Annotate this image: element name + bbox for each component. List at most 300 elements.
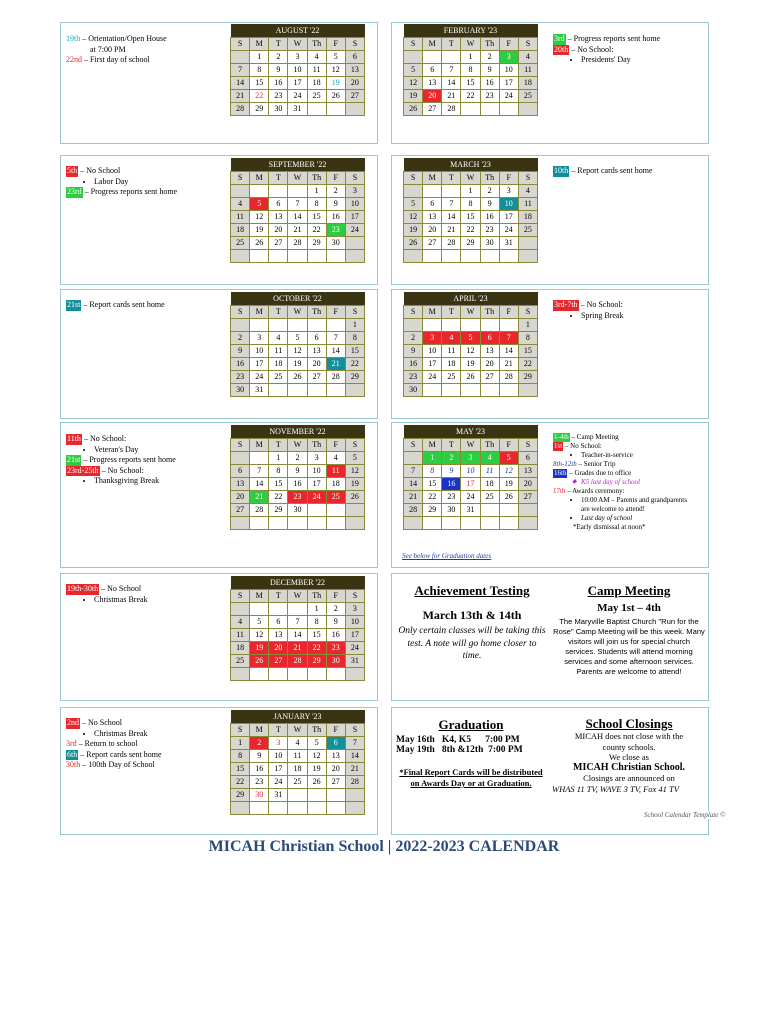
day-cell: 26 bbox=[250, 237, 269, 250]
page-title: MICAH Christian School | 2022-2023 CALENDAR bbox=[208, 838, 560, 855]
month-title: MAY '23 bbox=[404, 425, 538, 439]
day-cell bbox=[480, 504, 499, 517]
weekday-header: M bbox=[423, 439, 442, 452]
calendar-november bbox=[230, 425, 365, 530]
day-cell: 18 bbox=[480, 478, 499, 491]
day-cell: 12 bbox=[288, 345, 307, 358]
day-cell: 6 bbox=[518, 452, 537, 465]
day-cell: 3 bbox=[499, 185, 518, 198]
weekday-header: W bbox=[288, 590, 307, 603]
notes-january bbox=[66, 718, 162, 771]
note-text: – Progress reports sent home bbox=[81, 455, 176, 464]
day-cell bbox=[307, 504, 326, 517]
weekday-header: T bbox=[442, 172, 461, 185]
day-cell: 25 bbox=[307, 90, 326, 103]
weekday-header: Th bbox=[480, 172, 499, 185]
day-cell: 9 bbox=[231, 345, 250, 358]
day-cell: 7 bbox=[404, 465, 423, 478]
day-cell: 17 bbox=[345, 629, 364, 642]
day-cell: 25 bbox=[231, 237, 250, 250]
graduation-link-text: See below for Graduation dates bbox=[402, 552, 492, 560]
graduation bbox=[396, 717, 546, 789]
day-cell: 12 bbox=[250, 629, 269, 642]
day-cell bbox=[307, 789, 326, 802]
day-cell bbox=[326, 789, 345, 802]
day-cell: 21 bbox=[250, 491, 269, 504]
weekday-header: T bbox=[269, 724, 288, 737]
day-cell: 25 bbox=[442, 371, 461, 384]
day-cell: 8 bbox=[231, 750, 250, 763]
day-cell: 5 bbox=[307, 737, 326, 750]
day-cell: 22 bbox=[250, 90, 269, 103]
weekday-header: W bbox=[288, 439, 307, 452]
day-cell: 13 bbox=[423, 77, 442, 90]
day-cell: 28 bbox=[250, 504, 269, 517]
day-cell bbox=[442, 250, 461, 263]
graduation-title: Graduation bbox=[438, 717, 504, 732]
day-cell: 15 bbox=[250, 77, 269, 90]
day-cell: 12 bbox=[345, 465, 364, 478]
day-cell: 6 bbox=[326, 737, 345, 750]
day-cell: 9 bbox=[442, 465, 461, 478]
day-cell bbox=[499, 103, 518, 116]
day-cell bbox=[250, 185, 269, 198]
note-bullet: • Christmas Break bbox=[94, 729, 162, 740]
day-cell: 1 bbox=[269, 452, 288, 465]
weekday-header: M bbox=[250, 38, 269, 51]
month-title: OCTOBER '22 bbox=[231, 292, 365, 306]
weekday-header: S bbox=[231, 590, 250, 603]
day-cell: 14 bbox=[326, 345, 345, 358]
day-cell: 8 bbox=[307, 616, 326, 629]
closings-line-5: WHAS 11 TV, WAVE 3 TV, Fox 41 TV bbox=[552, 783, 679, 794]
day-cell: 17 bbox=[269, 763, 288, 776]
weekday-header: F bbox=[499, 439, 518, 452]
day-cell: 16 bbox=[231, 358, 250, 371]
weekday-header: S bbox=[518, 306, 537, 319]
day-cell: 3 bbox=[307, 452, 326, 465]
day-cell: 19 bbox=[326, 77, 345, 90]
day-cell bbox=[231, 517, 250, 530]
day-cell bbox=[345, 789, 364, 802]
note-date: 3rd-7th bbox=[554, 300, 578, 309]
note-date: 1-4th bbox=[554, 433, 569, 441]
day-cell bbox=[480, 319, 499, 332]
day-cell: 19 bbox=[404, 90, 423, 103]
weekday-header: Th bbox=[307, 724, 326, 737]
day-cell: 17 bbox=[499, 77, 518, 90]
day-cell: 22 bbox=[423, 491, 442, 504]
day-cell bbox=[250, 802, 269, 815]
day-cell: 11 bbox=[269, 345, 288, 358]
day-cell bbox=[518, 250, 537, 263]
day-cell: 25 bbox=[231, 655, 250, 668]
day-cell: 20 bbox=[480, 358, 499, 371]
day-cell: 13 bbox=[518, 465, 537, 478]
day-cell: 11 bbox=[307, 64, 326, 77]
day-cell: 5 bbox=[326, 51, 345, 64]
note-text: – Progress reports sent home bbox=[82, 187, 178, 196]
day-cell: 3 bbox=[269, 737, 288, 750]
weekday-header: Th bbox=[307, 439, 326, 452]
day-cell: 5 bbox=[461, 332, 480, 345]
note-text: – Return to school bbox=[76, 739, 138, 748]
weekday-header: W bbox=[288, 38, 307, 51]
camp-date: May 1st – 4th bbox=[597, 602, 661, 614]
day-cell: 4 bbox=[518, 185, 537, 198]
note-date: 16th bbox=[554, 469, 567, 477]
note-date: 22nd bbox=[66, 55, 82, 64]
day-cell: 30 bbox=[442, 504, 461, 517]
day-cell: 20 bbox=[307, 358, 326, 371]
day-cell bbox=[404, 185, 423, 198]
camp-title: Camp Meeting bbox=[587, 583, 671, 598]
day-cell bbox=[423, 185, 442, 198]
weekday-header: S bbox=[345, 439, 364, 452]
day-cell: 14 bbox=[404, 478, 423, 491]
day-cell: 4 bbox=[288, 737, 307, 750]
weekday-header: S bbox=[231, 306, 250, 319]
note-bullet: • 10:00 AM – Parents and grandparents are welcome to attend! bbox=[581, 496, 691, 514]
day-cell bbox=[499, 504, 518, 517]
day-cell: 27 bbox=[269, 655, 288, 668]
calendar-february bbox=[403, 24, 538, 116]
day-cell bbox=[461, 319, 480, 332]
day-cell: 7 bbox=[442, 198, 461, 211]
day-cell: 27 bbox=[231, 504, 250, 517]
weekday-header: F bbox=[326, 172, 345, 185]
weekday-header: S bbox=[404, 306, 423, 319]
weekday-header: M bbox=[423, 38, 442, 51]
camp-body: The Maryville Baptist Church "Run for the Rose" Camp Meeting will be this week. Many visitors will join us for special church services. Students will attend morning services and some afternoon services. Parents are welcome to attend! bbox=[553, 617, 705, 676]
day-cell: 31 bbox=[269, 789, 288, 802]
weekday-header: T bbox=[269, 439, 288, 452]
weekday-header: F bbox=[499, 38, 518, 51]
weekday-header: S bbox=[231, 724, 250, 737]
day-cell bbox=[442, 51, 461, 64]
day-cell: 12 bbox=[326, 64, 345, 77]
day-cell: 21 bbox=[442, 224, 461, 237]
weekday-header: F bbox=[326, 306, 345, 319]
day-cell bbox=[288, 250, 307, 263]
weekday-header: Th bbox=[480, 38, 499, 51]
note-text: – Awards ceremony: bbox=[565, 487, 625, 495]
day-cell: 8 bbox=[250, 64, 269, 77]
day-cell: 26 bbox=[404, 237, 423, 250]
day-cell bbox=[269, 603, 288, 616]
day-cell bbox=[250, 452, 269, 465]
day-cell bbox=[307, 517, 326, 530]
note-text: – No School bbox=[99, 584, 142, 593]
day-cell bbox=[345, 384, 364, 397]
day-cell bbox=[231, 452, 250, 465]
weekday-header: S bbox=[404, 439, 423, 452]
day-cell: 28 bbox=[288, 655, 307, 668]
day-cell: 9 bbox=[326, 616, 345, 629]
day-cell: 29 bbox=[250, 103, 269, 116]
day-cell: 17 bbox=[423, 358, 442, 371]
note-bullet: • Thanksgiving Break bbox=[94, 476, 176, 487]
achievement-title: Achievement Testing bbox=[414, 583, 530, 598]
note-date: 30th bbox=[66, 760, 81, 769]
day-cell bbox=[423, 517, 442, 530]
day-cell: 25 bbox=[480, 491, 499, 504]
weekday-header: W bbox=[461, 306, 480, 319]
day-cell bbox=[326, 517, 345, 530]
day-cell bbox=[518, 237, 537, 250]
day-cell: 20 bbox=[269, 642, 288, 655]
day-cell: 20 bbox=[326, 763, 345, 776]
note-date: 10th bbox=[554, 166, 569, 175]
day-cell bbox=[288, 517, 307, 530]
note-text: *Early dismissal at noon* bbox=[573, 523, 646, 531]
day-cell: 27 bbox=[307, 371, 326, 384]
day-cell: 18 bbox=[326, 478, 345, 491]
day-cell: 16 bbox=[404, 358, 423, 371]
day-cell: 11 bbox=[231, 211, 250, 224]
day-cell: 2 bbox=[480, 51, 499, 64]
day-cell: 19 bbox=[461, 358, 480, 371]
day-cell: 9 bbox=[326, 198, 345, 211]
weekday-header: M bbox=[250, 724, 269, 737]
day-cell bbox=[326, 384, 345, 397]
day-cell: 31 bbox=[345, 655, 364, 668]
day-cell: 14 bbox=[288, 629, 307, 642]
day-cell: 18 bbox=[269, 358, 288, 371]
watermark: School Calendar Template © bbox=[644, 811, 726, 819]
weekday-header: W bbox=[461, 172, 480, 185]
day-cell bbox=[442, 384, 461, 397]
day-cell: 14 bbox=[345, 750, 364, 763]
day-cell: 15 bbox=[423, 478, 442, 491]
day-cell: 5 bbox=[499, 452, 518, 465]
day-cell bbox=[518, 384, 537, 397]
day-cell bbox=[480, 103, 499, 116]
day-cell: 4 bbox=[326, 452, 345, 465]
day-cell: 11 bbox=[518, 64, 537, 77]
day-cell: 22 bbox=[518, 358, 537, 371]
note-text: – 100th Day of School bbox=[80, 760, 155, 769]
day-cell bbox=[231, 51, 250, 64]
day-cell bbox=[518, 504, 537, 517]
day-cell: 25 bbox=[326, 491, 345, 504]
weekday-header: T bbox=[442, 439, 461, 452]
day-cell: 19 bbox=[250, 224, 269, 237]
notes-may bbox=[553, 433, 691, 532]
day-cell bbox=[307, 384, 326, 397]
day-cell bbox=[480, 250, 499, 263]
camp-meeting bbox=[552, 583, 706, 677]
weekday-header: T bbox=[269, 306, 288, 319]
achievement-testing bbox=[398, 583, 546, 663]
day-cell: 12 bbox=[307, 750, 326, 763]
day-cell: 28 bbox=[499, 371, 518, 384]
day-cell: 16 bbox=[326, 211, 345, 224]
note-bullet: • Veteran's Day bbox=[94, 445, 176, 456]
day-cell: 22 bbox=[461, 224, 480, 237]
notes-october bbox=[66, 300, 165, 311]
note-bullet: • Spring Break bbox=[581, 311, 623, 322]
day-cell: 31 bbox=[499, 237, 518, 250]
weekday-header: Th bbox=[480, 439, 499, 452]
day-cell bbox=[518, 517, 537, 530]
day-cell: 11 bbox=[326, 465, 345, 478]
note-bullet: • Labor Day bbox=[94, 177, 177, 188]
day-cell: 20 bbox=[231, 491, 250, 504]
day-cell: 7 bbox=[326, 332, 345, 345]
day-cell: 17 bbox=[250, 358, 269, 371]
day-cell bbox=[231, 603, 250, 616]
day-cell: 4 bbox=[269, 332, 288, 345]
weekday-header: S bbox=[518, 38, 537, 51]
notes-march bbox=[553, 166, 653, 177]
day-cell: 28 bbox=[442, 237, 461, 250]
note-text: – No School: bbox=[578, 300, 623, 309]
day-cell: 26 bbox=[461, 371, 480, 384]
day-cell: 15 bbox=[461, 211, 480, 224]
note-text: – Progress reports sent home bbox=[565, 34, 661, 43]
day-cell: 5 bbox=[404, 64, 423, 77]
day-cell: 13 bbox=[480, 345, 499, 358]
weekday-header: M bbox=[250, 590, 269, 603]
day-cell: 20 bbox=[423, 224, 442, 237]
day-cell: 18 bbox=[518, 211, 537, 224]
notes-april bbox=[553, 300, 623, 321]
note-text: – First day of school bbox=[82, 55, 150, 64]
day-cell: 2 bbox=[326, 603, 345, 616]
day-cell bbox=[269, 319, 288, 332]
day-cell: 10 bbox=[288, 64, 307, 77]
note-text: – No School: bbox=[563, 442, 602, 450]
weekday-header: T bbox=[442, 306, 461, 319]
weekday-header: S bbox=[404, 38, 423, 51]
day-cell: 4 bbox=[480, 452, 499, 465]
day-cell bbox=[250, 668, 269, 681]
day-cell: 18 bbox=[518, 77, 537, 90]
day-cell: 14 bbox=[288, 211, 307, 224]
weekday-header: W bbox=[288, 306, 307, 319]
school-closings bbox=[552, 717, 706, 794]
day-cell bbox=[269, 384, 288, 397]
day-cell: 19 bbox=[345, 478, 364, 491]
weekday-header: S bbox=[345, 172, 364, 185]
note-text: – Senior Trip bbox=[576, 460, 616, 468]
weekday-header: W bbox=[288, 172, 307, 185]
day-cell: 31 bbox=[250, 384, 269, 397]
day-cell: 23 bbox=[480, 90, 499, 103]
day-cell: 22 bbox=[307, 224, 326, 237]
day-cell: 3 bbox=[288, 51, 307, 64]
calendar-august bbox=[230, 24, 365, 116]
day-cell: 12 bbox=[461, 345, 480, 358]
day-cell bbox=[269, 250, 288, 263]
weekday-header: F bbox=[326, 590, 345, 603]
day-cell: 14 bbox=[231, 77, 250, 90]
day-cell: 7 bbox=[442, 64, 461, 77]
day-cell: 16 bbox=[480, 211, 499, 224]
day-cell bbox=[231, 668, 250, 681]
note-bullet: • Last day of school bbox=[581, 514, 691, 523]
day-cell: 3 bbox=[345, 185, 364, 198]
day-cell: 4 bbox=[231, 198, 250, 211]
calendar-april bbox=[403, 292, 538, 397]
weekday-header: F bbox=[326, 724, 345, 737]
day-cell: 15 bbox=[307, 211, 326, 224]
day-cell: 20 bbox=[345, 77, 364, 90]
day-cell: 31 bbox=[461, 504, 480, 517]
day-cell: 1 bbox=[423, 452, 442, 465]
day-cell: 20 bbox=[423, 90, 442, 103]
day-cell: 23 bbox=[288, 491, 307, 504]
day-cell bbox=[423, 250, 442, 263]
weekday-header: F bbox=[499, 306, 518, 319]
note-bullet: • Christmas Break bbox=[94, 595, 148, 606]
day-cell: 23 bbox=[404, 371, 423, 384]
day-cell: 15 bbox=[231, 763, 250, 776]
achievement-date: March 13th & 14th bbox=[422, 608, 522, 622]
day-cell: 29 bbox=[307, 237, 326, 250]
day-cell: 15 bbox=[307, 629, 326, 642]
day-cell: 2 bbox=[326, 185, 345, 198]
day-cell: 17 bbox=[461, 478, 480, 491]
day-cell: 2 bbox=[269, 51, 288, 64]
grad-note bbox=[402, 551, 491, 562]
day-cell: 4 bbox=[307, 51, 326, 64]
day-cell bbox=[442, 185, 461, 198]
day-cell: 15 bbox=[461, 77, 480, 90]
day-cell: 23 bbox=[326, 224, 345, 237]
note-date: 21st bbox=[67, 300, 81, 309]
day-cell bbox=[461, 384, 480, 397]
day-cell: 24 bbox=[345, 224, 364, 237]
note-text: – No School: bbox=[81, 434, 127, 443]
day-cell: 6 bbox=[269, 616, 288, 629]
day-cell: 8 bbox=[461, 64, 480, 77]
day-cell: 10 bbox=[499, 198, 518, 211]
day-cell: 20 bbox=[518, 478, 537, 491]
notes-february bbox=[553, 34, 660, 66]
day-cell: 26 bbox=[326, 90, 345, 103]
day-cell bbox=[442, 319, 461, 332]
day-cell bbox=[231, 185, 250, 198]
day-cell bbox=[231, 319, 250, 332]
day-cell bbox=[288, 185, 307, 198]
month-title: FEBRUARY '23 bbox=[404, 24, 538, 38]
day-cell bbox=[288, 384, 307, 397]
day-cell: 18 bbox=[231, 642, 250, 655]
day-cell: 5 bbox=[250, 198, 269, 211]
day-cell: 11 bbox=[231, 629, 250, 642]
day-cell: 10 bbox=[423, 345, 442, 358]
day-cell bbox=[423, 51, 442, 64]
day-cell: 1 bbox=[461, 185, 480, 198]
weekday-header: M bbox=[250, 439, 269, 452]
calendar-january bbox=[230, 710, 365, 815]
weekday-header: S bbox=[518, 172, 537, 185]
weekday-header: Th bbox=[307, 38, 326, 51]
day-cell: 18 bbox=[231, 224, 250, 237]
day-cell: 30 bbox=[269, 103, 288, 116]
closings-line-3: MICAH Christian School. bbox=[573, 761, 685, 773]
day-cell: 1 bbox=[518, 319, 537, 332]
day-cell bbox=[250, 517, 269, 530]
note-date: 23rd-25th bbox=[67, 465, 99, 475]
weekday-header: F bbox=[326, 38, 345, 51]
month-title: AUGUST '22 bbox=[231, 24, 365, 38]
day-cell: 19 bbox=[250, 642, 269, 655]
day-cell: 7 bbox=[499, 332, 518, 345]
day-cell: 8 bbox=[423, 465, 442, 478]
